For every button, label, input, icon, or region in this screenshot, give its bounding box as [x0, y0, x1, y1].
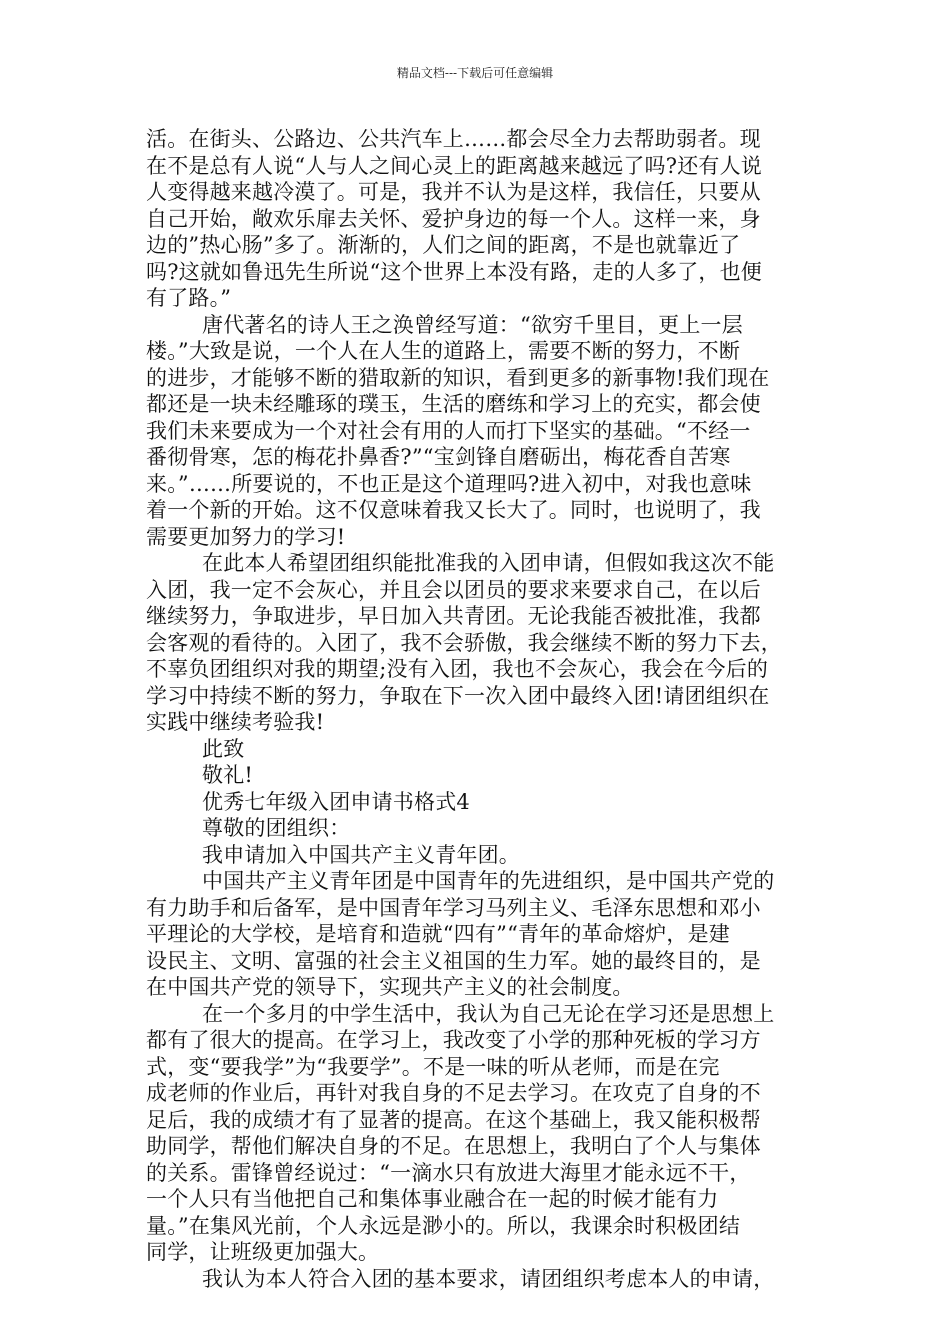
- text-line: 中国共产主义青年团是中国青年的先进组织，是中国共产党的: [202, 869, 775, 893]
- text-line: 活。在街头、公路边、公共汽车上……都会尽全力去帮助弱者。现: [146, 127, 761, 151]
- text-line: 有力助手和后备军，是中国青年学习马列主义、毛泽东思想和邓小: [146, 895, 761, 920]
- text-line: 自己开始，敞欢乐扉去关怀、爱护身边的每一个人。这样一来，身: [146, 206, 761, 231]
- text-line: 平理论的大学校，是培育和造就“四有”“青年的革命熔炉，是建: [146, 922, 731, 946]
- text-line: 一个人只有当他把自己和集体事业融合在一起的时候才能有力: [146, 1187, 719, 1211]
- text-line: 足后，我的成绩才有了显著的提高。在这个基础上，我又能积极帮: [146, 1107, 761, 1132]
- text-line: 同学，让班级更加强大。: [146, 1240, 380, 1264]
- text-line: 我们未来要成为一个对社会有用的人而打下坚实的基础。“不经一: [146, 418, 751, 443]
- text-line: 需要更加努力的学习!: [146, 524, 346, 549]
- text-line: 有了路。”: [146, 286, 232, 310]
- text-line: 都还是一块未经雕琢的璞玉，生活的磨练和学习上的充实，都会使: [146, 392, 761, 416]
- text-line: 继续努力，争取进步，早日加入共青团。无论我能否被批准，我都: [146, 604, 761, 628]
- text-line: 在不是总有人说“人与人之间心灵上的距离越来越远了吗?还有人说: [146, 153, 762, 178]
- text-line: 不辜负团组织对我的期望;没有入团，我也不会灰心，我会在今后的: [146, 657, 769, 681]
- text-line: 边的”热心肠”多了。渐渐的，人们之间的距离，不是也就靠近了: [146, 233, 741, 257]
- text-line: 来。”……所要说的，不也正是这个道理吗?进入初中，对我也意味: [146, 471, 752, 496]
- text-line: 实践中继续考验我!: [146, 710, 325, 734]
- text-line: 优秀七年级入团申请书格式4: [202, 789, 470, 814]
- text-line: 人变得越来越冷漠了。可是，我并不认为是这样，我信任，只要从: [146, 180, 761, 204]
- page-header: 精品文档---下载后可任意编辑: [396, 66, 554, 80]
- text-line: 助同学，帮他们解决自身的不足。在思想上，我明白了个人与集体: [146, 1134, 761, 1158]
- text-line: 在一个多月的中学生活中，我认为自己无论在学习还是思想上: [202, 1001, 775, 1026]
- text-line: 设民主、文明、富强的社会主义祖国的生力军。她的最终目的，是: [146, 948, 761, 973]
- text-line: 的关系。雷锋曾经说过：“一滴水只有放进大海里才能永远不干，: [146, 1160, 751, 1185]
- text-line: 都有了很大的提高。在学习上，我改变了小学的那种死板的学习方: [146, 1028, 761, 1052]
- text-line: 学习中持续不断的努力，争取在下一次入团中最终入团!请团组织在: [146, 683, 770, 708]
- text-line: 量。”在集风光前，个人永远是渺小的。所以，我课余时积极团结: [146, 1213, 741, 1238]
- text-line: 我申请加入中国共产主义青年团。: [202, 842, 520, 867]
- text-line: 着一个新的开始。这不仅意味着我又长大了。同时，也说明了，我: [146, 498, 761, 522]
- text-line: 入团，我一定不会灰心，并且会以团员的要求来要求自己，在以后: [146, 577, 761, 602]
- document-body: [146, 126, 814, 1292]
- text-line: 在中国共产党的领导下，实现共产主义的社会制度。: [146, 975, 634, 999]
- text-line: 会客观的看待的。入团了，我不会骄傲，我会继续不断的努力下去，: [146, 630, 782, 655]
- text-line: 式，变“要我学”为“我要学”。不是一味的听从老师，而是在完: [146, 1054, 720, 1079]
- text-line: 楼。”大致是说，一个人在人生的道路上，需要不断的努力，不断: [146, 339, 741, 363]
- text-line: 尊敬的团组织：: [202, 816, 351, 840]
- text-line: 的进步，才能够不断的猎取新的知识，看到更多的新事物!我们现在: [146, 365, 770, 390]
- text-line: 敬礼!: [202, 763, 254, 787]
- text-line: 番彻骨寒，怎的梅花扑鼻香?”“宝剑锋自磨砺出，梅花香自苦寒: [146, 445, 731, 469]
- text-line: 成老师的作业后，再针对我自身的不足去学习。在攻克了自身的不: [146, 1081, 761, 1105]
- text-line: 在此本人希望团组织能批准我的入团申请，但假如我这次不能: [202, 551, 775, 575]
- text-line: 我认为本人符合入团的基本要求，请团组织考虑本人的申请，: [202, 1266, 775, 1291]
- text-line: 吗?这就如鲁迅先生所说“这个世界上本没有路，走的人多了，也便: [146, 259, 762, 284]
- text-line: 唐代著名的诗人王之涣曾经写道：“欲穷千里目，更上一层: [202, 312, 743, 337]
- text-line: 此致: [202, 736, 245, 761]
